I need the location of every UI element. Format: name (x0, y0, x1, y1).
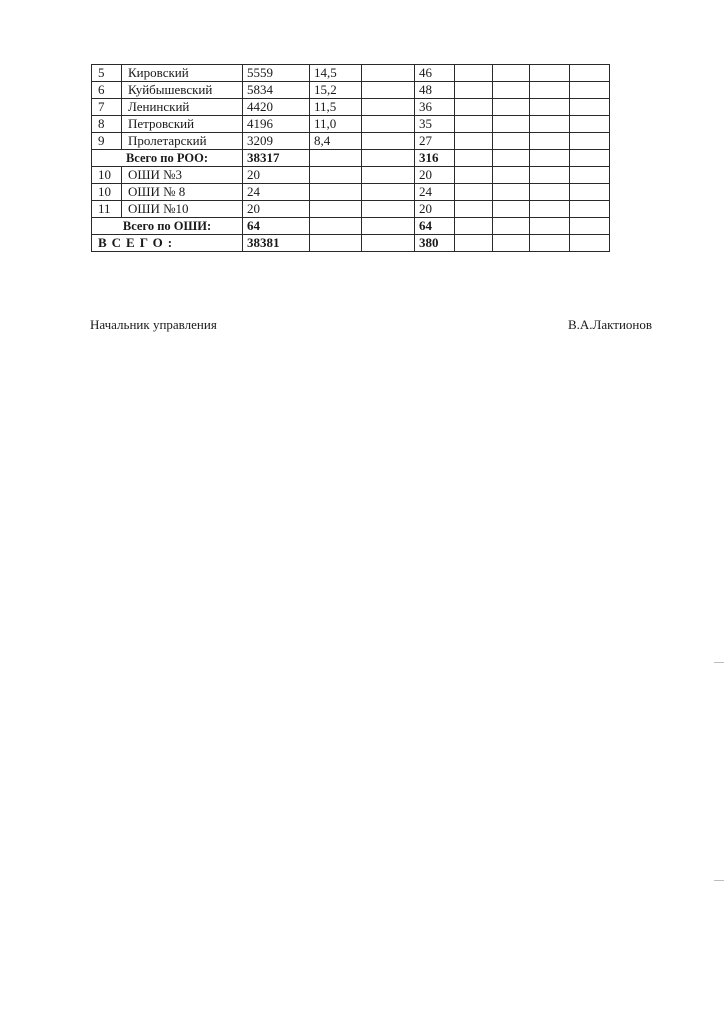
cell-empty (493, 82, 530, 99)
cell-empty (455, 65, 493, 82)
cell-empty (362, 235, 415, 252)
cell-col3: 5834 (243, 82, 310, 99)
cell-empty (570, 65, 610, 82)
scan-artifact (714, 662, 724, 663)
cell-col5 (362, 65, 415, 82)
cell-empty (455, 133, 493, 150)
cell-empty (493, 65, 530, 82)
cell-col6: 35 (415, 116, 455, 133)
row-number: 10 (92, 184, 122, 201)
table-row (92, 65, 610, 82)
cell-empty (362, 218, 415, 235)
cell-empty (570, 201, 610, 218)
cell-empty (455, 116, 493, 133)
subtotal-oshi-row (92, 218, 610, 235)
subtotal-roo-label: Всего по РОО: (92, 150, 243, 167)
cell-empty (570, 235, 610, 252)
cell-empty (493, 184, 530, 201)
cell-col5 (362, 167, 415, 184)
cell-empty (310, 218, 362, 235)
school-name: ОШИ №3 (122, 167, 243, 184)
cell-empty (455, 150, 493, 167)
cell-col3: 3209 (243, 133, 310, 150)
table-body (92, 65, 610, 252)
cell-col4: 15,2 (310, 82, 362, 99)
cell-empty (530, 201, 570, 218)
cell-empty (570, 218, 610, 235)
row-number: 8 (92, 116, 122, 133)
row-number: 9 (92, 133, 122, 150)
table-row (92, 201, 610, 218)
cell-empty (570, 133, 610, 150)
cell-empty (530, 167, 570, 184)
cell-empty (493, 150, 530, 167)
cell-col6: 46 (415, 65, 455, 82)
cell-empty (310, 150, 362, 167)
cell-col5 (362, 201, 415, 218)
cell-empty (530, 150, 570, 167)
cell-empty (362, 150, 415, 167)
cell-col6: 20 (415, 201, 455, 218)
cell-empty (530, 99, 570, 116)
cell-col5 (362, 184, 415, 201)
schools-table (91, 64, 610, 252)
subtotal-oshi-col3: 64 (243, 218, 310, 235)
cell-col4: 14,5 (310, 65, 362, 82)
cell-col4: 8,4 (310, 133, 362, 150)
school-name: ОШИ № 8 (122, 184, 243, 201)
subtotal-roo-col3: 38317 (243, 150, 310, 167)
grand-total-label: ВСЕГО: (92, 235, 243, 252)
cell-empty (530, 65, 570, 82)
cell-empty (530, 184, 570, 201)
grand-total-col6: 380 (415, 235, 455, 252)
cell-col3: 24 (243, 184, 310, 201)
cell-col5 (362, 99, 415, 116)
district-name: Петровский (122, 116, 243, 133)
cell-col6: 20 (415, 167, 455, 184)
cell-col6: 27 (415, 133, 455, 150)
cell-col4: 11,5 (310, 99, 362, 116)
scan-artifact (714, 880, 724, 881)
cell-col4 (310, 201, 362, 218)
signature-position: Начальник управления (90, 317, 217, 332)
cell-col3: 20 (243, 167, 310, 184)
cell-empty (570, 150, 610, 167)
table-row (92, 133, 610, 150)
cell-col5 (362, 116, 415, 133)
district-name: Ленинский (122, 99, 243, 116)
cell-empty (455, 201, 493, 218)
subtotal-roo-row (92, 150, 610, 167)
cell-empty (310, 235, 362, 252)
cell-empty (455, 235, 493, 252)
cell-col3: 5559 (243, 65, 310, 82)
cell-empty (493, 201, 530, 218)
cell-col3: 4420 (243, 99, 310, 116)
cell-empty (530, 133, 570, 150)
subtotal-oshi-col6: 64 (415, 218, 455, 235)
cell-empty (570, 167, 610, 184)
table-row (92, 167, 610, 184)
cell-empty (455, 82, 493, 99)
cell-empty (493, 133, 530, 150)
cell-col4: 11,0 (310, 116, 362, 133)
cell-empty (493, 99, 530, 116)
cell-empty (570, 116, 610, 133)
cell-empty (455, 218, 493, 235)
cell-empty (570, 82, 610, 99)
cell-col4 (310, 184, 362, 201)
grand-total-col3: 38381 (243, 235, 310, 252)
row-number: 11 (92, 201, 122, 218)
row-number: 6 (92, 82, 122, 99)
cell-empty (493, 167, 530, 184)
cell-col4 (310, 167, 362, 184)
table-row (92, 99, 610, 116)
district-name: Кировский (122, 65, 243, 82)
district-name: Пролетарский (122, 133, 243, 150)
cell-col6: 24 (415, 184, 455, 201)
school-name: ОШИ №10 (122, 201, 243, 218)
table-row (92, 82, 610, 99)
cell-col6: 36 (415, 99, 455, 116)
cell-empty (493, 218, 530, 235)
cell-empty (455, 99, 493, 116)
cell-col3: 4196 (243, 116, 310, 133)
cell-col5 (362, 133, 415, 150)
cell-col6: 48 (415, 82, 455, 99)
cell-empty (530, 235, 570, 252)
cell-empty (455, 184, 493, 201)
subtotal-roo-col6: 316 (415, 150, 455, 167)
row-number: 5 (92, 65, 122, 82)
table-row (92, 184, 610, 201)
district-name: Куйбышевский (122, 82, 243, 99)
subtotal-oshi-label: Всего по ОШИ: (92, 218, 243, 235)
cell-empty (570, 99, 610, 116)
table-row (92, 116, 610, 133)
cell-empty (530, 116, 570, 133)
cell-col5 (362, 82, 415, 99)
row-number: 7 (92, 99, 122, 116)
cell-empty (530, 218, 570, 235)
signature-name: В.А.Лактионов (567, 317, 652, 332)
grand-total-row (92, 235, 610, 252)
cell-empty (530, 82, 570, 99)
row-number: 10 (92, 167, 122, 184)
cell-col3: 20 (243, 201, 310, 218)
cell-empty (493, 116, 530, 133)
cell-empty (493, 235, 530, 252)
cell-empty (455, 167, 493, 184)
cell-empty (570, 184, 610, 201)
